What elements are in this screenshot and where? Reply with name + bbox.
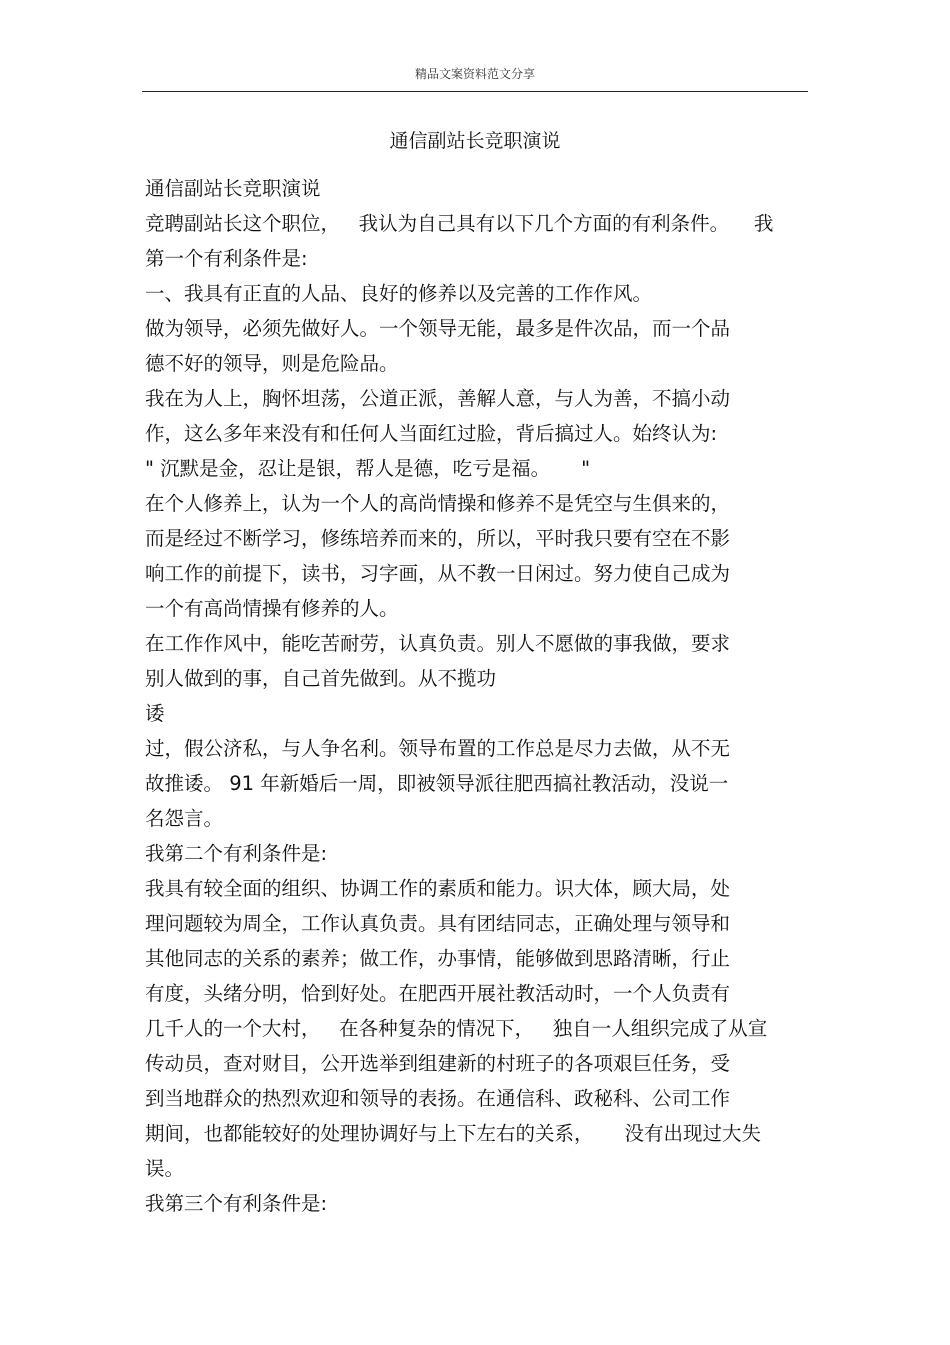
text-line: 响工作的前提下，读书，习字画，从不教一日闲过。努力使自己成为 bbox=[145, 562, 731, 585]
text-line: 作，这么多年来没有和任何人当面红过脸，背后搞过人。始终认为: bbox=[145, 422, 718, 445]
document-body bbox=[145, 171, 825, 1221]
text-line: 传动员，查对财目，公开选举到组建新的村班子的各项艰巨任务，受 bbox=[145, 1052, 731, 1075]
text-line: 做为领导，必须先做好人。一个领导无能，最多是件次品，而一个品 bbox=[145, 317, 731, 340]
text-line: 而是经过不断学习，修练培养而来的，所以，平时我只要有空在不影 bbox=[145, 527, 731, 550]
text-line: 在个人修养上，认为一个人的高尚情操和修养不是凭空与生俱来的， bbox=[145, 492, 731, 515]
text-line: 第一个有利条件是: bbox=[145, 247, 308, 270]
text-line: 过，假公济私，与人争名利。领导布置的工作总是尽力去做，从不无 bbox=[145, 737, 731, 760]
page-header-text: 精品文案资料范文分享 bbox=[414, 67, 535, 81]
text-line: 故推诿。 91 年新婚后一周，即被领导派往肥西搞社教活动，没说一 bbox=[145, 772, 729, 795]
text-line: 期间，也都能较好的处理协调好与上下左右的关系， 没有出现过大失 bbox=[145, 1122, 761, 1145]
text-line: 诿 bbox=[145, 702, 165, 725]
header-divider bbox=[142, 91, 808, 92]
text-line: 理问题较为周全，工作认真负责。具有团结同志，正确处理与领导和 bbox=[145, 912, 731, 935]
text-line: 名怨言。 bbox=[145, 807, 224, 830]
text-line: 一、我具有正直的人品、良好的修养以及完善的工作作风。 bbox=[145, 282, 653, 305]
text-line: 德不好的领导，则是危险品。 bbox=[145, 352, 399, 375]
text-line: 我第二个有利条件是: bbox=[145, 842, 328, 865]
text-line: 误。 bbox=[145, 1157, 185, 1180]
text-line: 竞聘副站长这个职位， 我认为自己具有以下几个方面的有利条件。 我 bbox=[145, 212, 774, 235]
text-line: 通信副站长竞职演说 bbox=[145, 177, 321, 200]
text-line: 到当地群众的热烈欢迎和领导的表扬。在通信科、政秘科、公司工作 bbox=[145, 1087, 731, 1110]
text-line: 我具有较全面的组织、协调工作的素质和能力。识大体，顾大局，处 bbox=[145, 877, 731, 900]
text-line: " 沉默是金，忍让是银，帮人是德，吃亏是福。 " bbox=[145, 457, 591, 480]
text-line: 其他同志的关系的素养；做工作，办事情，能够做到思路清晰，行止 bbox=[145, 947, 731, 970]
text-line: 一个有高尚情操有修养的人。 bbox=[145, 597, 399, 620]
text-line: 我第三个有利条件是: bbox=[145, 1192, 328, 1215]
text-line: 有度，头绪分明，恰到好处。在肥西开展社教活动时，一个人负责有 bbox=[145, 982, 731, 1005]
document-title: 通信副站长竞职演说 bbox=[389, 130, 561, 152]
text-line: 我在为人上，胸怀坦荡，公道正派，善解人意，与人为善，不搞小动 bbox=[145, 387, 731, 410]
text-line: 在工作作风中，能吃苦耐劳，认真负责。别人不愿做的事我做，要求 bbox=[145, 632, 731, 655]
text-line: 几千人的一个大村， 在各种复杂的情况下， 独自一人组织完成了从宣 bbox=[145, 1017, 768, 1040]
text-line: 别人做到的事，自己首先做到。从不揽功 bbox=[145, 667, 497, 690]
